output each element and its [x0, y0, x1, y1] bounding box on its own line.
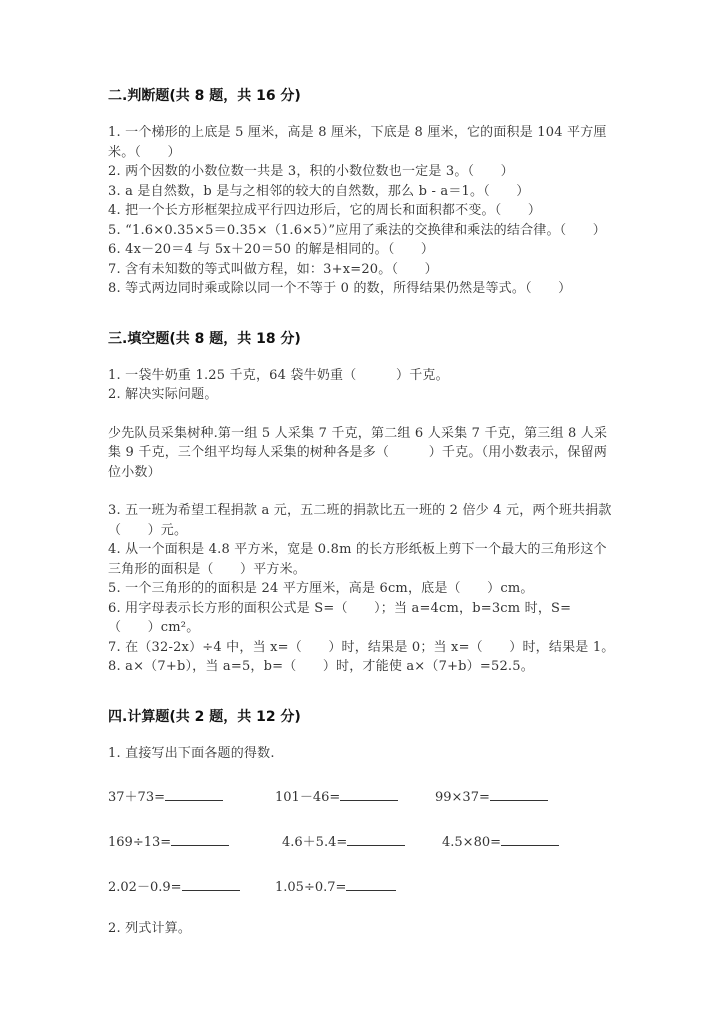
question-subtext: 少先队员采集树种.第一组 5 人采集 7 千克，第二组 6 人采集 7 千克，第三组 8 人采集 9 千克，三个组平均每人采集的树种各是多（ ）千克。（用小数表示，保留两位小数） [108, 425, 608, 480]
judgment-questions [108, 123, 616, 299]
calc-item: 101－46= [275, 787, 398, 807]
fill-blank-questions [108, 366, 616, 677]
calc-row [108, 787, 616, 806]
question-item: 4. 把一个长方形框架拉成平行四边形后，它的周长和面积都不变。（ ） [108, 203, 542, 218]
question-item: 8. a×（7+b），当 a=5，b=（ ）时，才能使 a×（7+b）=52.5。 [108, 659, 534, 674]
calc-item: 2.02－0.9= [108, 877, 240, 897]
calc-item: 99×37= [435, 787, 548, 807]
calc-item: 37＋73= [108, 787, 223, 807]
calc-item: 169÷13= [108, 832, 229, 852]
question-item: 8. 等式两边同时乘或除以同一个不等于 0 的数，所得结果仍然是等式。（ ） [108, 281, 572, 296]
answer-blank[interactable] [347, 832, 405, 846]
calc-item: 4.6＋5.4= [282, 832, 405, 852]
question-item: 7. 在（32-2x）÷4 中，当 x=（ ）时，结果是 0；当 x=（ ）时，结果是 1。 [108, 639, 615, 655]
calc-item: 1.05÷0.7= [275, 877, 396, 897]
question-item: 7. 含有未知数的等式叫做方程，如：3+x=20。（ ） [108, 261, 438, 277]
calc-row [108, 832, 616, 851]
section-title-fill-blank: 三.填空题(共 8 题，共 18 分) [108, 330, 301, 347]
calc-question-2-label: 2. 列式计算。 [108, 921, 192, 936]
question-item: 5. 一个三角形的的面积是 24 平方厘米，高是 6cm，底是（ ）cm。 [108, 581, 534, 596]
answer-blank[interactable] [346, 877, 396, 891]
section-title-judgment: 二.判断题(共 8 题，共 16 分) [108, 88, 301, 104]
answer-blank[interactable] [501, 832, 559, 846]
question-item: 3. a 是自然数，b 是与之相邻的较大的自然数，那么 b - a＝1。（ ） [108, 183, 530, 199]
question-item: 2. 两个因数的小数位数一共是 3，积的小数位数也一定是 3。（ ） [108, 164, 514, 179]
calc-question-1-label: 1. 直接写出下面各题的得数. [108, 745, 275, 761]
question-item: 6. 用字母表示长方形的面积公式是 S=（ ）；当 a=4cm，b=3cm 时，S=（ ）cm²。 [108, 600, 572, 635]
answer-blank[interactable] [182, 877, 240, 891]
section-title-calculation: 四.计算题(共 2 题，共 12 分) [108, 708, 301, 725]
question-item: 4. 从一个面积是 4.8 平方米，宽是 0.8m 的长方形纸板上剪下一个最大的三角形这个三角形的面积是（ ）平方米。 [108, 542, 607, 577]
question-item: 5. “1.6×0.35×5＝0.35×（1.6×5）”应用了乘法的交换律和乘法的结合律。（ ） [108, 222, 606, 238]
answer-blank[interactable] [490, 787, 548, 801]
question-item: 1. 一个梯形的上底是 5 厘米，高是 8 厘米，下底是 8 厘米，它的面积是 104 平方厘米。（ ） [108, 125, 607, 160]
answer-blank[interactable] [171, 832, 229, 846]
question-item: 6. 4x－20＝4 与 5x＋20＝50 的解是相同的。（ ） [108, 242, 435, 257]
calc-item: 4.5×80= [442, 832, 559, 852]
calc-row [108, 877, 616, 896]
question-item: 2. 解决实际问题。 [108, 387, 218, 402]
answer-blank[interactable] [165, 787, 223, 801]
question-item: 1. 一袋牛奶重 1.25 千克，64 袋牛奶重（ ）千克。 [108, 367, 449, 383]
answer-blank[interactable] [340, 787, 398, 801]
question-item: 3. 五一班为希望工程捐款 a 元，五二班的捐款比五一班的 2 倍少 4 元，两个班共捐款（ ）元。 [108, 503, 612, 538]
exam-page [108, 86, 616, 939]
